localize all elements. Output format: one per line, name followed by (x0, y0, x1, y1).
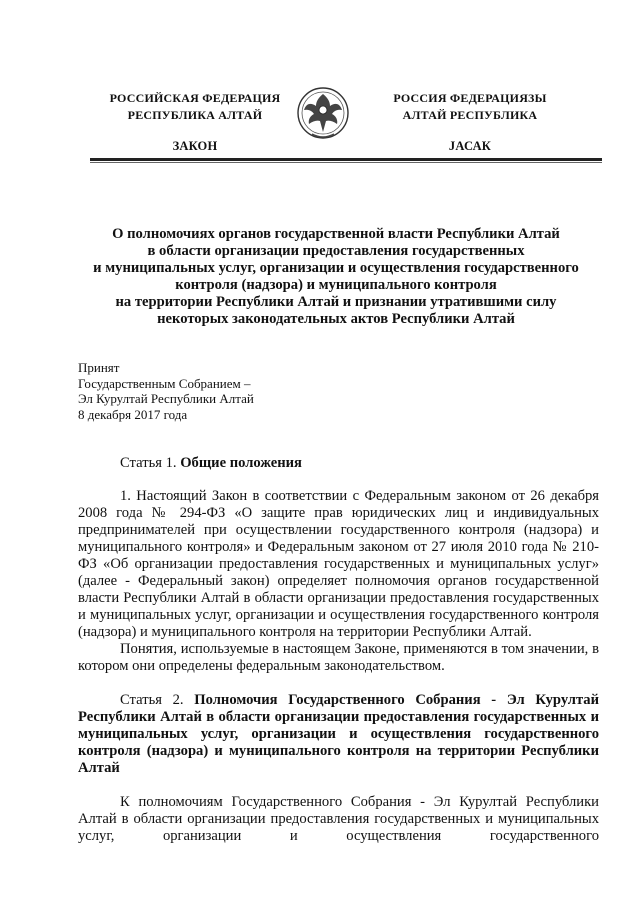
title-line: контроля (надзора) и муниципального контроля (175, 277, 497, 293)
header-left-republic: РЕСПУБЛИКА АЛТАЙ (127, 108, 263, 122)
header-left-country: РОССИЙСКАЯ ФЕДЕРАЦИЯ (109, 91, 281, 105)
article-2-heading (78, 692, 599, 777)
adopted-label: Принят (78, 360, 120, 375)
header-left-block (95, 90, 295, 155)
article-2-paragraph-1: К полномочиям Государственного Собрания - Эл Курултай Республики Алтай в области организации предоставления государственных и муниципальных услуг, организации и осуществления государственного (78, 794, 599, 844)
header-right-republic: АЛТАЙ РЕСПУБЛИКА (402, 108, 538, 122)
header-right-country: РОССИЯ ФЕДЕРАЦИЯЗЫ (393, 91, 547, 105)
document-title (70, 226, 602, 328)
adoption-block (78, 360, 254, 422)
header-divider (90, 158, 602, 163)
title-line: О полномочиях органов государственной власти Республики Алтай (112, 226, 560, 242)
document-body (78, 455, 599, 845)
title-line: некоторых законодательных актов Республики Алтай (157, 311, 515, 327)
title-line: в области организации предоставления государственных (147, 243, 525, 259)
article-2-title: Полномочия Государственного Собрания - Эл Курултай Республики Алтай в области организации предоставления государственных и муниципальных услуг, организации и осуществления государственного контроля (надзора) и муниципального контроля на территории Республики Алтай (78, 692, 600, 776)
article-1-title: Общие положения (180, 455, 302, 471)
title-line: на территории Республики Алтай и признании утратившими силу (115, 294, 557, 310)
article-2-prefix: Статья 2. (120, 692, 195, 708)
article-1-paragraph-2: Понятия, используемые в настоящем Законе, применяются в том значении, в котором они определены федеральным законодательством. (78, 641, 599, 674)
article-1-prefix: Статья 1. (120, 455, 181, 471)
coat-of-arms-icon (296, 80, 350, 146)
header-right-block (370, 90, 570, 155)
adopted-date: 8 декабря 2017 года (78, 406, 188, 422)
article-1-paragraph-1: 1. Настоящий Закон в соответствии с Федеральным законом от 26 декабря 2008 года № 294-ФЗ «О защите прав юридических лиц и индивидуальных предпринимателей при осуществлении государственного контроля (надзора) и муниципального контроля» и Федеральным законом от 27 июля 2010 года № 210-ФЗ «Об организации предоставления государственных и муниципальных услуг» (далее - Федеральный закон) определяет полномочия органов государственной власти Республики Алтай в области организации предоставления государственных и муниципальных услуг, организации и осуществления государственного контроля (надзора) и муниципального контроля на территории Республики Алтай. (78, 488, 599, 640)
header-left-law: ЗАКОН (172, 139, 218, 153)
adopted-body-line1: Государственным Собранием – (78, 375, 251, 391)
title-line: и муниципальных услуг, организации и осуществления государственного (93, 260, 579, 276)
adopted-body-line2: Эл Курултай Республики Алтай (78, 391, 254, 406)
header-right-law: JАСАК (448, 139, 492, 153)
article-1-heading (78, 455, 599, 472)
